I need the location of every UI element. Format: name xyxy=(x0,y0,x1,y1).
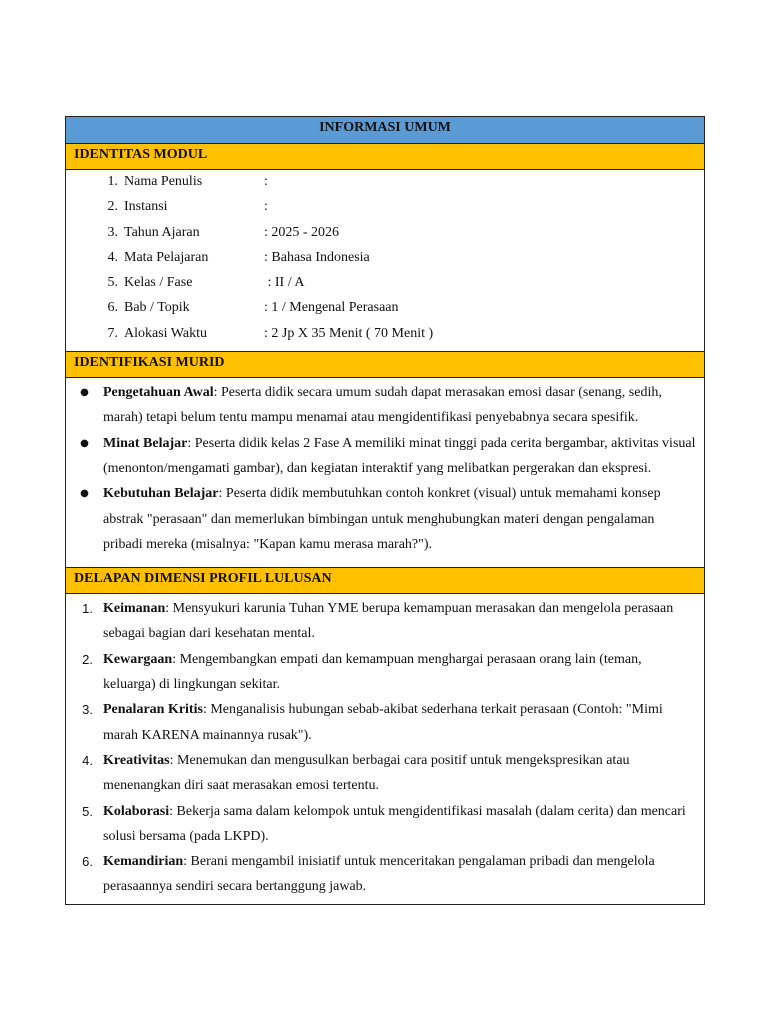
row-number: 1. xyxy=(107,174,118,189)
item-text: : Bekerja sama dalam kelompok untuk mengidentifikasi masalah (dalam cerita) dan mencari solusi bersama (pada LKPD). xyxy=(103,803,686,844)
info-row xyxy=(66,172,704,197)
item-number: 2. xyxy=(82,651,93,667)
item-number: 6. xyxy=(82,854,93,870)
item-term: Kemandirian xyxy=(103,854,184,870)
profil-body xyxy=(66,594,705,905)
list-item xyxy=(66,431,696,482)
row-label: Bab / Topik xyxy=(124,300,190,316)
info-table xyxy=(65,116,705,905)
item-term: Minat Belajar xyxy=(103,435,188,451)
row-value: : xyxy=(264,174,268,189)
list-item xyxy=(66,849,696,900)
identitas-body xyxy=(66,170,705,352)
bullet-icon: ● xyxy=(80,437,89,449)
item-term: Kreativitas xyxy=(103,752,170,768)
section-identitas xyxy=(66,144,705,170)
item-term: Keimanan xyxy=(103,601,166,617)
bullet-icon: ● xyxy=(80,387,89,399)
row-value: : 2 Jp X 35 Menit ( 70 Menit ) xyxy=(264,325,434,341)
item-text: : Menganalisis hubungan sebab-akibat sederhana terkait perasaan (Contoh: "Mimi marah KARENA mainannya rusak"). xyxy=(103,702,663,743)
document-page xyxy=(65,116,705,905)
row-number: 6. xyxy=(107,300,118,316)
row-label: Nama Penulis xyxy=(124,174,203,189)
section-murid xyxy=(66,352,705,378)
section-heading-murid: IDENTIFIKASI MURID xyxy=(66,352,705,378)
item-number: 1. xyxy=(82,601,93,617)
row-label: Mata Pelajaran xyxy=(124,249,209,265)
item-text: : Peserta didik secara umum sudah dapat merasakan emosi dasar (senang, sedih, marah) tetapi belum tentu mampu menamai atau mengidentifikasi penyebabnya secara spesifik. xyxy=(103,385,662,426)
item-term: Kolaborasi xyxy=(103,803,170,819)
item-text: : Mensyukuri karunia Tuhan YME berupa kemampuan merasakan dan mengelola perasaan sebagai bagian dari kesehatan mental. xyxy=(103,601,674,642)
item-term: Pengetahuan Awal xyxy=(103,385,214,401)
list-item xyxy=(66,481,696,557)
item-text: : Peserta didik membutuhkan contoh konkret (visual) untuk memahami konsep abstrak "perasaan" dan memerlukan bimbingan untuk menghubungkan materi dengan pengalaman pribadi mereka (misalnya: "Kapan kamu merasa marah?"). xyxy=(103,486,661,552)
item-text: : Peserta didik kelas 2 Fase A memiliki minat tinggi pada cerita bergambar, aktivitas visual (menonton/mengamati gambar), dan kegiatan interaktif yang melibatkan pergerakan dan ekspresi. xyxy=(103,435,696,476)
row-label: Tahun Ajaran xyxy=(124,224,200,240)
list-item xyxy=(66,647,696,698)
info-row xyxy=(66,223,704,248)
info-row xyxy=(66,273,704,298)
title-row xyxy=(66,117,705,144)
murid-cell xyxy=(66,378,705,568)
item-term: Penalaran Kritis xyxy=(103,702,203,718)
row-number: 2. xyxy=(107,199,118,215)
list-item xyxy=(66,697,696,748)
info-row xyxy=(66,197,704,222)
row-value: : 1 / Mengenal Perasaan xyxy=(264,300,399,316)
info-row xyxy=(66,248,704,273)
row-number: 5. xyxy=(107,275,118,291)
identitas-cell xyxy=(66,170,705,352)
item-text: : Mengembangkan empati dan kemampuan menghargai perasaan orang lain (teman, keluarga) di lingkungan sekitar. xyxy=(103,651,642,693)
table-title: INFORMASI UMUM xyxy=(66,117,705,144)
list-item xyxy=(66,748,696,799)
row-label: Alokasi Waktu xyxy=(124,325,207,341)
row-label: Instansi xyxy=(124,199,168,215)
section-profil xyxy=(66,568,705,594)
list-item xyxy=(66,380,696,431)
profil-cell xyxy=(66,594,705,905)
item-text: : Berani mengambil inisiatif untuk menceritakan pengalaman pribadi dan mengelola perasaannya sendiri secara bertanggung jawab. xyxy=(103,854,655,895)
info-row xyxy=(66,324,704,349)
item-term: Kewargaan xyxy=(103,651,173,667)
row-value: : Bahasa Indonesia xyxy=(264,249,370,265)
list-item xyxy=(66,799,696,850)
row-label: Kelas / Fase xyxy=(124,275,193,291)
row-value: : 2025 - 2026 xyxy=(264,224,340,240)
row-value: : II / A xyxy=(264,275,305,291)
row-number: 4. xyxy=(107,249,118,265)
row-number: 7. xyxy=(107,325,118,341)
info-row xyxy=(66,298,704,323)
list-item xyxy=(66,596,696,647)
row-value: : xyxy=(264,199,268,215)
item-number: 5. xyxy=(82,803,93,819)
bullet-icon: ● xyxy=(80,488,89,500)
murid-body xyxy=(66,378,705,568)
item-number: 4. xyxy=(82,752,93,768)
item-number: 3. xyxy=(82,702,93,718)
section-heading-profil: DELAPAN DIMENSI PROFIL LULUSAN xyxy=(66,568,705,594)
item-text: : Menemukan dan mengusulkan berbagai cara positif untuk mengekspresikan atau menenangkan diri saat merasakan emosi tertentu. xyxy=(103,752,630,794)
item-term: Kebutuhan Belajar xyxy=(103,486,219,502)
row-number: 3. xyxy=(107,224,118,240)
section-heading-identitas: IDENTITAS MODUL xyxy=(66,144,705,170)
